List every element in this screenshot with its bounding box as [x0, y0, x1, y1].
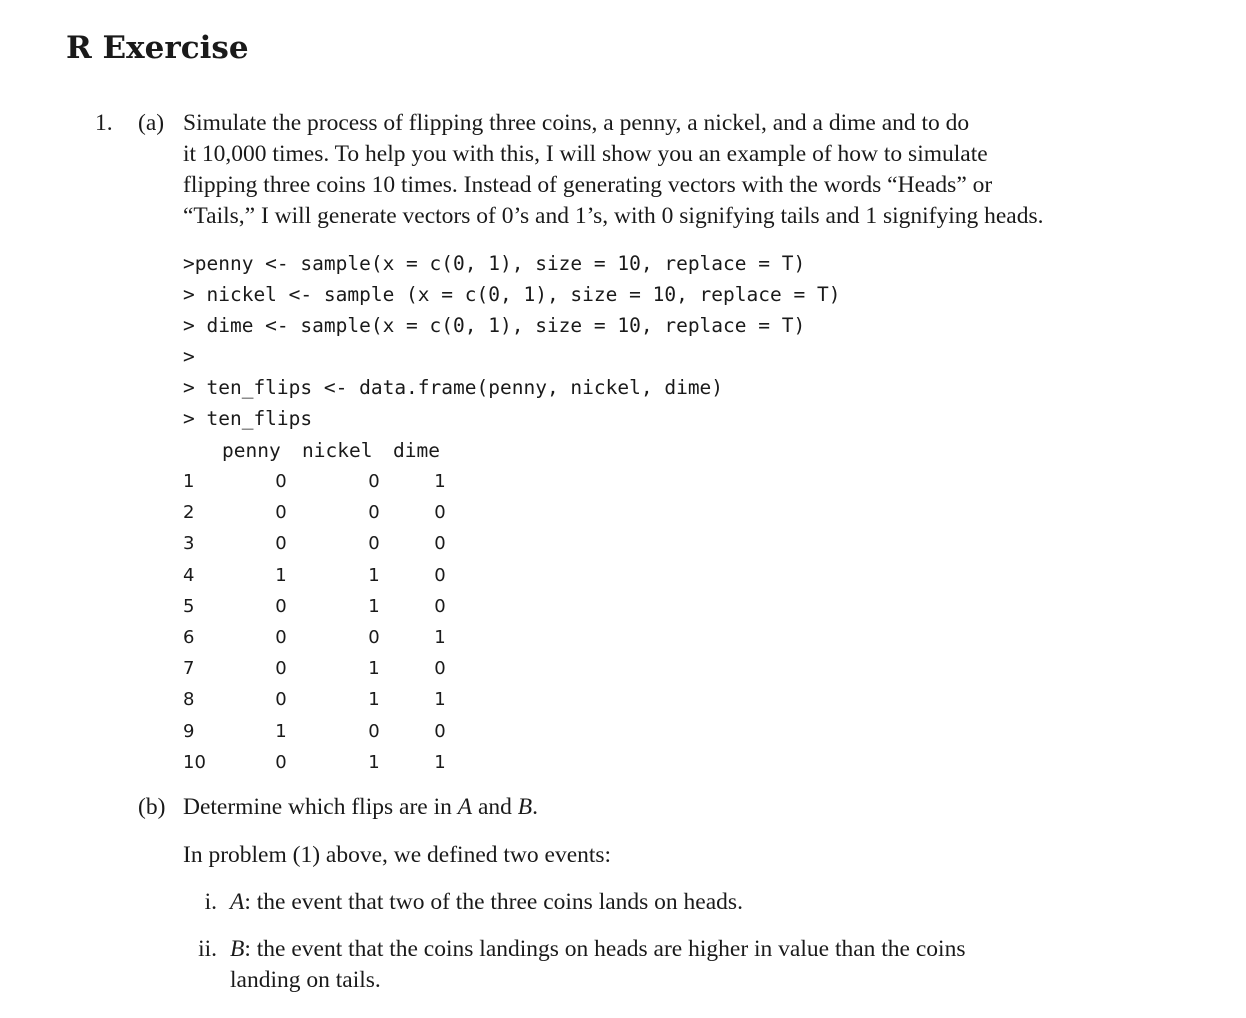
nickel-value: 1 [368, 689, 380, 711]
table-header-nickel: nickel [302, 439, 373, 462]
dime-value: 1 [434, 689, 446, 711]
code-line: >penny <- sample(x = c(0, 1), size = 10, replace = T) [183, 252, 806, 275]
code-line: > ten_flips <- data.frame(penny, nickel, dime) [183, 376, 724, 399]
penny-value: 0 [275, 595, 287, 617]
row-index: 4 [183, 564, 195, 586]
code-line: > dime <- sample(x = c(0, 1), size = 10, replace = T) [183, 314, 806, 337]
dime-value: 0 [434, 533, 446, 555]
code-line: > nickel <- sample (x = c(0, 1), size = 10, replace = T) [183, 283, 841, 306]
item-ii-text [230, 934, 965, 965]
part-a-line-4: “Tails,” I will generate vectors of 0’s and 1’s, with 0 signifying tails and 1 signifying heads. [183, 203, 1044, 229]
event-a-symbol: A [457, 794, 473, 820]
nickel-value: 1 [368, 658, 380, 680]
part-b-label: (b) [138, 794, 166, 820]
nickel-value: 0 [368, 502, 380, 524]
penny-value: 0 [275, 471, 287, 492]
dime-value: 0 [434, 658, 446, 680]
penny-value: 0 [275, 751, 287, 773]
item-text: : the event that two of the three coins lands on heads. [244, 889, 743, 915]
item-i-label: i. [204, 889, 217, 915]
nickel-value: 1 [368, 751, 380, 773]
penny-value: 1 [275, 720, 287, 742]
part-b-text: Determine which flips are in [183, 794, 458, 820]
dime-value: 1 [434, 751, 446, 773]
problem-number: 1. [95, 110, 113, 136]
row-index: 9 [183, 720, 195, 742]
penny-value: 0 [275, 627, 287, 648]
row-index: 5 [183, 595, 195, 617]
penny-value: 0 [275, 502, 287, 524]
penny-value: 0 [275, 533, 287, 555]
row-index: 7 [183, 658, 195, 680]
dime-value: 0 [434, 502, 446, 524]
penny-value: 0 [275, 658, 287, 680]
table-header-dime: dime [393, 439, 440, 462]
part-a-line-2: it 10,000 times. To help you with this, I will show you an example of how to simulate [183, 141, 988, 167]
part-a-line-1: Simulate the process of flipping three coins, a penny, a nickel, and a dime and to do [183, 110, 970, 136]
row-index: 8 [183, 689, 195, 711]
penny-value: 1 [275, 564, 287, 586]
part-a-label: (a) [138, 110, 165, 136]
nickel-value: 0 [368, 627, 380, 648]
nickel-value: 1 [368, 564, 380, 586]
item-text: : the event that the coins landings on heads are higher in value than the coins [244, 936, 966, 962]
item-i-text [230, 887, 743, 918]
item-ii-label: ii. [198, 936, 217, 962]
event-a-symbol: A [230, 889, 245, 915]
row-index: 6 [183, 627, 195, 648]
part-b-intro: In problem (1) above, we defined two events: [183, 842, 612, 868]
item-ii-text-cont: landing on tails. [230, 967, 381, 993]
row-index: 10 [183, 751, 206, 773]
part-b-text: . [532, 794, 539, 820]
code-line: > ten_flips [183, 407, 313, 430]
nickel-value: 1 [368, 595, 380, 617]
dime-value: 1 [434, 471, 446, 492]
nickel-value: 0 [368, 720, 380, 742]
row-index: 3 [183, 533, 195, 555]
page-title: R Exercise [66, 30, 249, 66]
row-index: 2 [183, 502, 195, 524]
event-b-symbol: B [230, 936, 245, 962]
part-a-line-3: flipping three coins 10 times. Instead of generating vectors with the words “Heads” or [183, 172, 993, 198]
dime-value: 0 [434, 595, 446, 617]
nickel-value: 0 [368, 533, 380, 555]
table-header-penny: penny [222, 439, 281, 462]
nickel-value: 0 [368, 471, 380, 492]
penny-value: 0 [275, 689, 287, 711]
event-b-symbol: B [517, 794, 533, 820]
part-b-question [183, 792, 538, 823]
dime-value: 0 [434, 564, 446, 586]
row-index: 1 [183, 471, 195, 492]
code-line: > [183, 345, 195, 368]
dime-value: 1 [434, 627, 446, 648]
part-b-text: and [472, 794, 518, 820]
dime-value: 0 [434, 720, 446, 742]
